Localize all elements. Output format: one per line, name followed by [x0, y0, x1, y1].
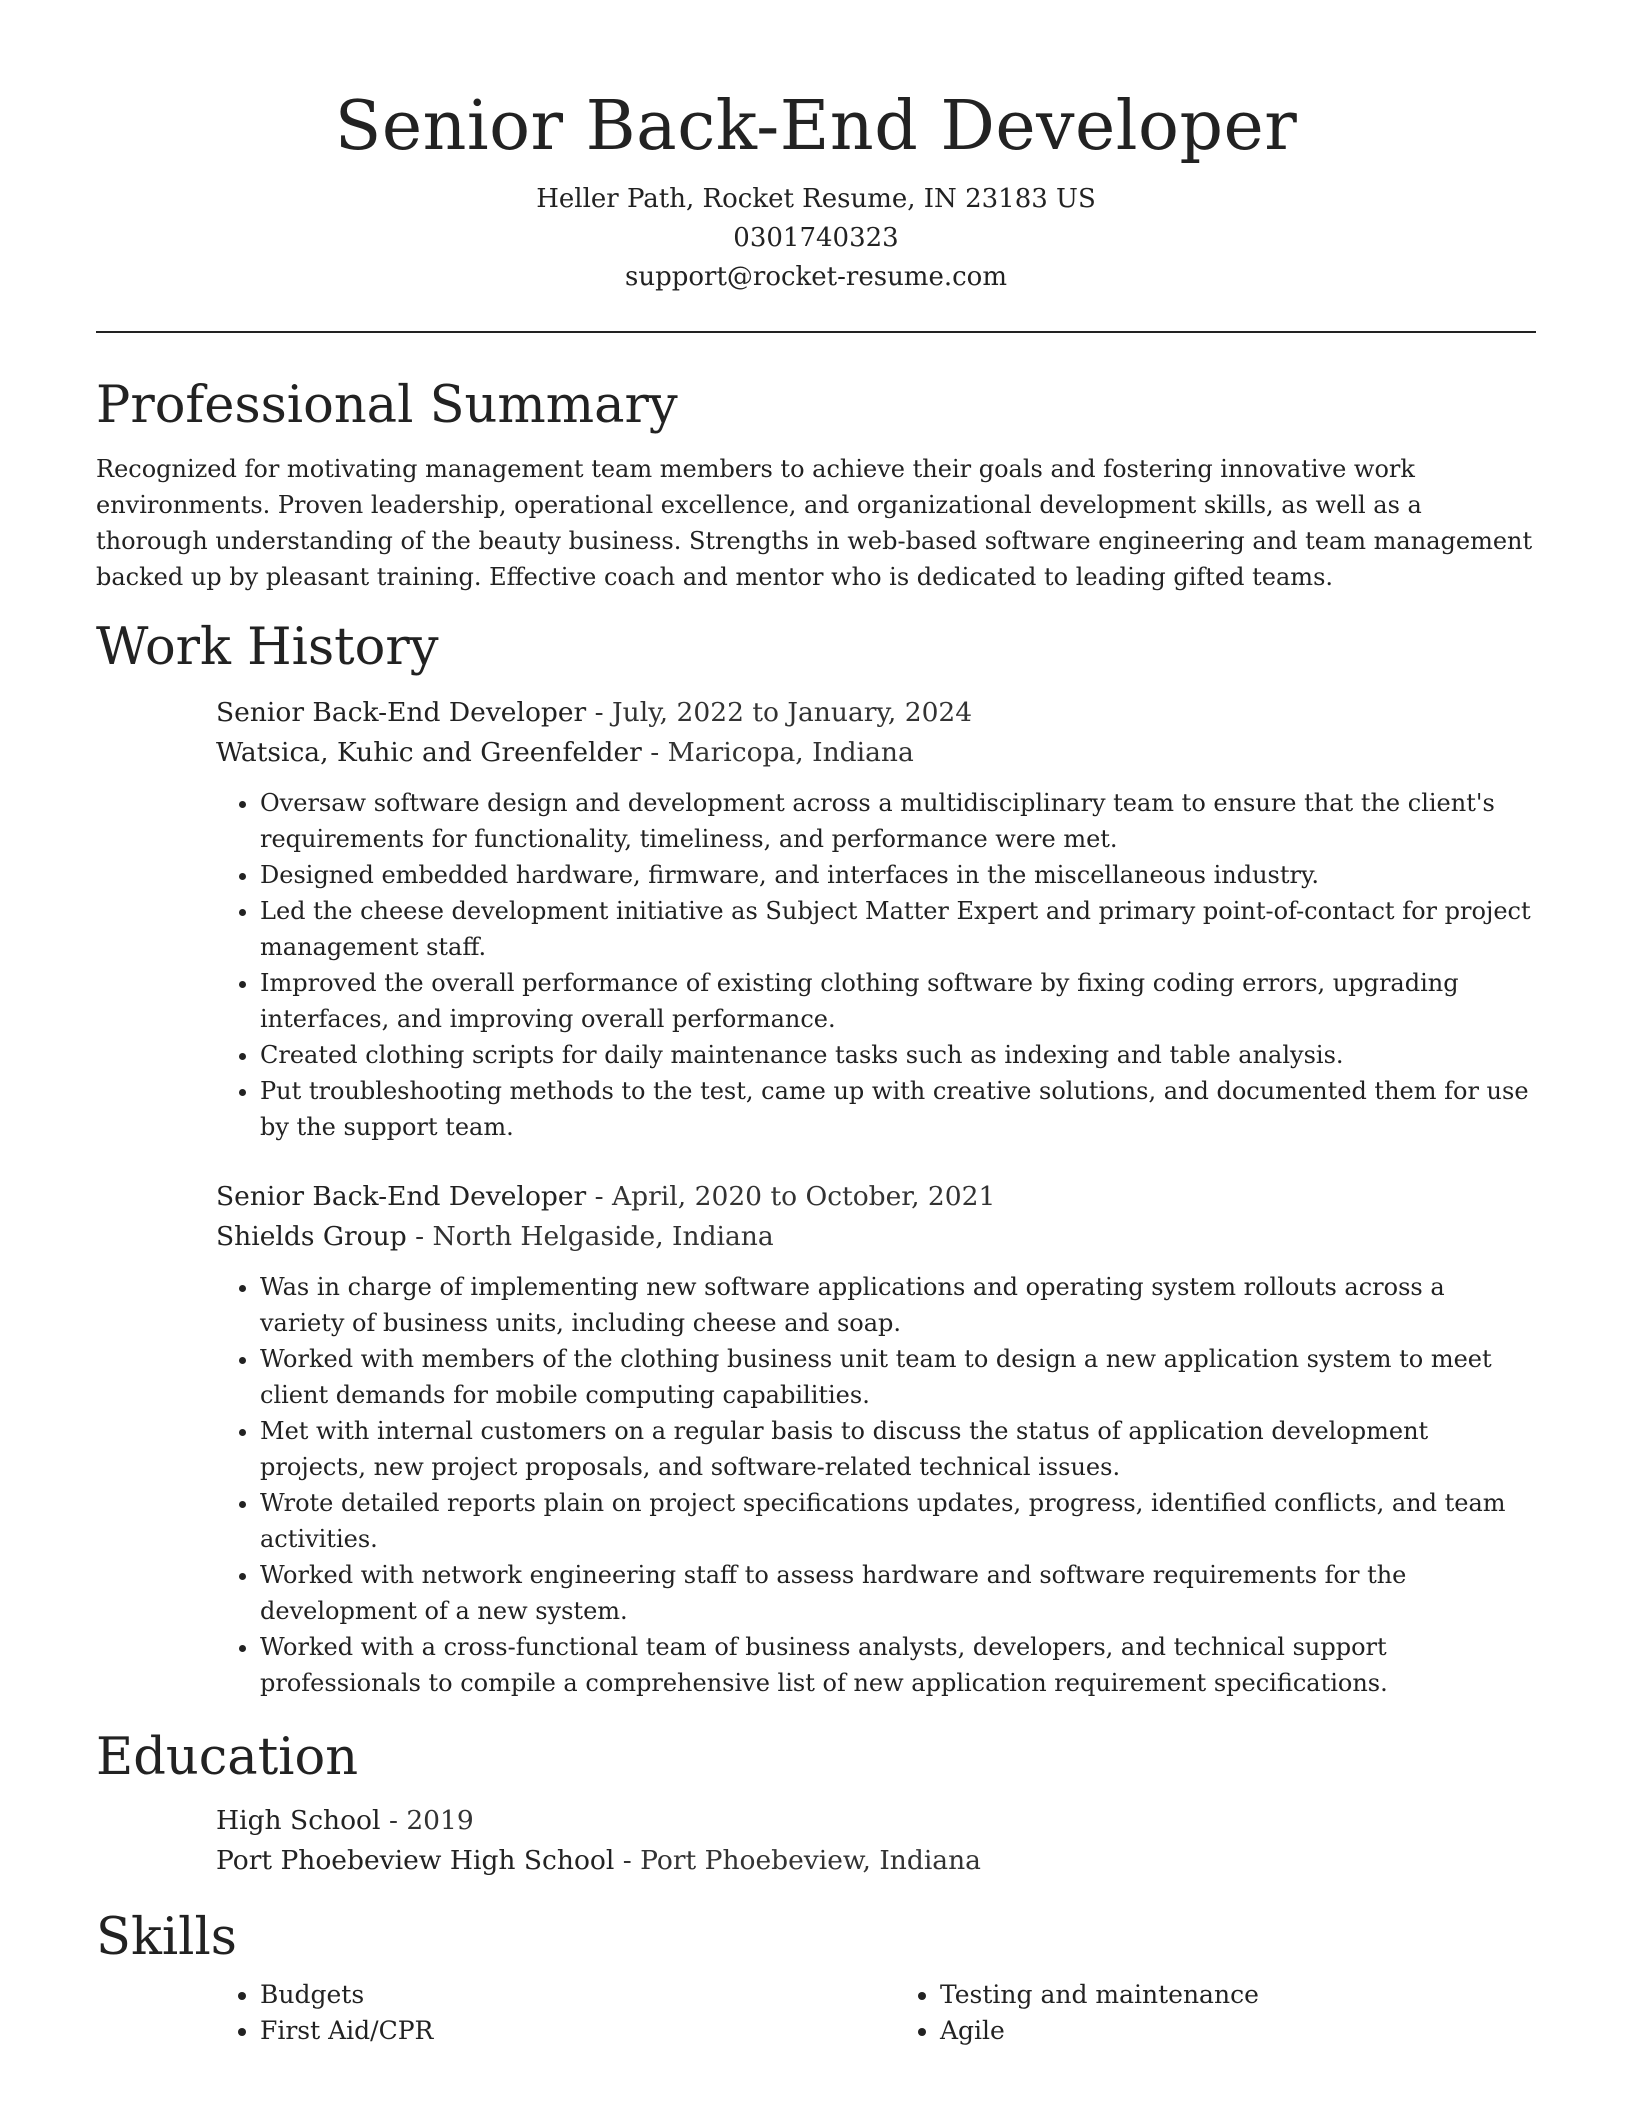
- list-item: • Agile: [940, 2013, 1536, 2049]
- skills-list-left: [216, 1977, 856, 2049]
- education-school: Port Phoebeview High School: [216, 1845, 615, 1876]
- job-company: Watsica, Kuhic and Greenfelder: [216, 737, 642, 768]
- job-entry: [216, 1177, 1536, 1701]
- list-item: • Wrote detailed reports plain on project specifications updates, progress, identified conflicts, and team activities.: [260, 1485, 1536, 1557]
- education-degree: High School: [216, 1805, 381, 1836]
- address-text: Heller Path, Rocket Resume, IN 23183 US: [536, 184, 1096, 214]
- job-location: - Maricopa, Indiana: [650, 737, 914, 768]
- job-entry: [216, 693, 1536, 1145]
- resume-header: [0, 0, 1632, 297]
- skills-grid: [216, 1969, 1536, 2049]
- skills-heading: Skills: [96, 1908, 237, 1967]
- phone-text: 0301740323: [733, 223, 899, 253]
- job-title-line: [216, 1177, 1536, 1217]
- work-history-section: [96, 617, 1536, 1701]
- education-school-line: [216, 1841, 1536, 1881]
- list-item: • Worked with members of the clothing business unit team to design a new application system to meet client demands for mobile computing capabilities.: [260, 1341, 1536, 1413]
- list-item: • First Aid/CPR: [260, 2013, 856, 2049]
- list-item: • Led the cheese development initiative as Subject Matter Expert and primary point-of-contact for project management staff.: [260, 893, 1536, 965]
- list-item: • Budgets: [260, 1977, 856, 2013]
- list-item: • Created clothing scripts for daily maintenance tasks such as indexing and table analysis.: [260, 1037, 1536, 1073]
- summary-text: Recognized for motivating management team members to achieve their goals and fostering innovative work environments. Proven leadership, operational excellence, and organizational development skills, as well as a thorough understanding of the beauty business. Strengths in web-based software engineering and team management backed up by pleasant training. Effective coach and mentor who is dedicated to leading gifted teams.: [96, 455, 1533, 591]
- job-dates: - April, 2020 to October, 2021: [594, 1181, 996, 1212]
- job-dates: - July, 2022 to January, 2024: [594, 697, 973, 728]
- job-role: Senior Back-End Developer: [216, 697, 587, 728]
- summary-heading: Professional Summary: [96, 376, 678, 435]
- list-item: • Was in charge of implementing new software applications and operating system rollouts across a variety of business units, including cheese and soap.: [260, 1269, 1536, 1341]
- job-location: - North Helgaside, Indiana: [415, 1221, 774, 1252]
- list-item: • Met with internal customers on a regular basis to discuss the status of application development projects, new project proposals, and software-related technical issues.: [260, 1413, 1536, 1485]
- job-company: Shields Group: [216, 1221, 407, 1252]
- education-entry: [216, 1801, 1536, 1881]
- job-company-line: [216, 733, 1536, 773]
- skills-list-right: [896, 1977, 1536, 2049]
- education-degree-line: [216, 1801, 1536, 1841]
- list-item: • Designed embedded hardware, firmware, and interfaces in the miscellaneous industry.: [260, 857, 1536, 893]
- email-text: support@rocket-resume.com: [624, 262, 1007, 292]
- work-history-heading: Work History: [96, 618, 439, 677]
- education-year: - 2019: [388, 1805, 474, 1836]
- job-title-line: [216, 693, 1536, 733]
- education-location: - Port Phoebeview, Indiana: [622, 1845, 981, 1876]
- job-role: Senior Back-End Developer: [216, 1181, 587, 1212]
- list-item: • Oversaw software design and development across a multidisciplinary team to ensure that the client's requirements for functionality, timeliness, and performance were met.: [260, 785, 1536, 857]
- job-bullet-list: [216, 785, 1536, 1145]
- skills-section: [96, 1907, 1536, 2049]
- list-item: • Improved the overall performance of existing clothing software by fixing coding errors, upgrading interfaces, and improving overall performance.: [260, 965, 1536, 1037]
- list-item: • Worked with a cross-functional team of business analysts, developers, and technical support professionals to compile a comprehensive list of new application requirement specifications.: [260, 1629, 1536, 1701]
- contact-info: [0, 180, 1632, 297]
- candidate-name: Senior Back-End Developer: [334, 87, 1298, 166]
- list-item: • Testing and maintenance: [940, 1977, 1536, 2013]
- education-section: [96, 1727, 1536, 1881]
- education-heading: Education: [96, 1728, 359, 1787]
- job-bullet-list: [216, 1269, 1536, 1701]
- summary-section: [96, 375, 1536, 595]
- header-divider: [96, 331, 1536, 333]
- job-company-line: [216, 1217, 1536, 1257]
- list-item: • Worked with network engineering staff to assess hardware and software requirements for the development of a new system.: [260, 1557, 1536, 1629]
- list-item: • Put troubleshooting methods to the test, came up with creative solutions, and documented them for use by the support team.: [260, 1073, 1536, 1145]
